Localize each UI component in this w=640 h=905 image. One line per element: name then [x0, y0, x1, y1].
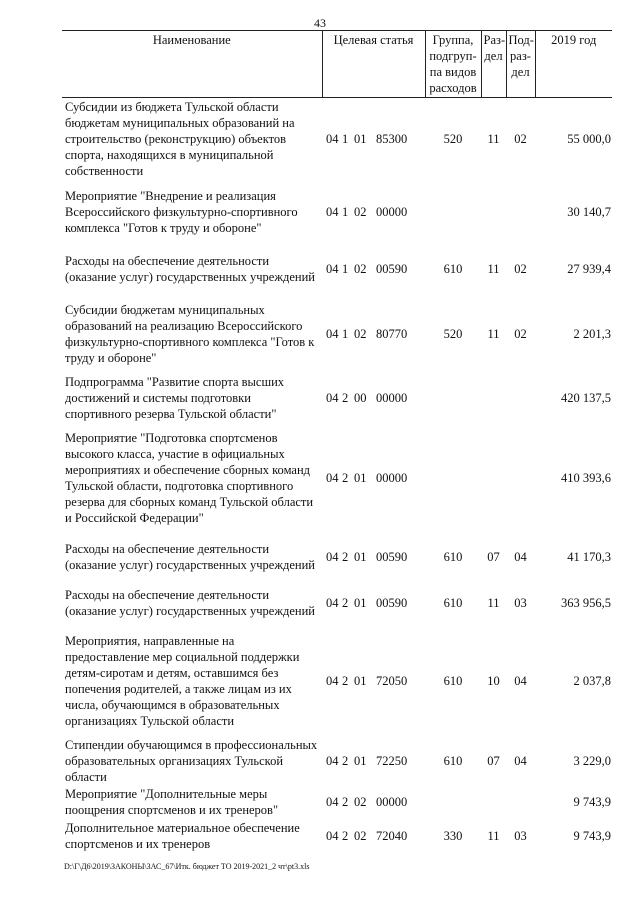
target-code-part: 04: [326, 326, 339, 341]
target-code-part: 72050: [376, 673, 408, 688]
target-code-part: 00: [354, 390, 367, 405]
target-code-part: 00590: [376, 595, 408, 610]
row-group: [425, 422, 481, 534]
row-podrazdel: [506, 374, 535, 422]
page-number: 43: [314, 16, 326, 30]
row-podrazdel: 04: [514, 549, 527, 564]
row-razdel: 11: [487, 595, 500, 610]
target-code-part: 01: [354, 595, 367, 610]
row-group: [425, 786, 481, 818]
table-row: [62, 374, 612, 422]
target-code-part: 2: [342, 753, 349, 768]
row-podrazdel: 03: [514, 828, 527, 843]
file-path-footer: D:\Г\Д6\2019\ЗАКОНЫ\ЗАС_67\Итк. бюджет ТО 2019-2021_2 чт\рt3.xls: [64, 862, 310, 871]
target-code-part: 1: [342, 326, 349, 341]
target-code-part: 1: [342, 204, 349, 219]
row-name: Субсидии бюджетам муниципальных образований на реализацию Всероссийского физкультурно-спортивного комплекса "Готов к труду и обороне": [65, 302, 315, 365]
header-podrazdel: Под-раз-дел: [506, 31, 535, 98]
row-amount: 9 743,9: [573, 794, 611, 809]
header-group: Группа, подгруп-па видов расходов: [425, 31, 481, 98]
row-target-code: [322, 736, 425, 786]
row-target-code: [322, 626, 425, 736]
row-group: [425, 180, 481, 244]
target-code-part: 04: [326, 131, 339, 146]
row-amount: 410 393,6: [561, 470, 611, 485]
header-name: Наименование: [62, 31, 322, 98]
row-razdel: [481, 374, 506, 422]
table-row: [62, 534, 612, 580]
table-body: [62, 98, 612, 854]
row-podrazdel: 04: [514, 673, 527, 688]
row-name: Мероприятие "Дополнительные меры поощрения спортсменов и их тренеров": [65, 786, 279, 817]
header-target: Целевая статья: [322, 31, 425, 98]
row-target-code: [322, 374, 425, 422]
row-razdel: 11: [487, 326, 500, 341]
target-code-part: 04: [326, 261, 339, 276]
target-code-part: 04: [326, 753, 339, 768]
table-row: [62, 244, 612, 294]
row-amount: 27 939,4: [567, 261, 611, 276]
row-razdel: [481, 786, 506, 818]
row-amount: 420 137,5: [561, 390, 611, 405]
row-target-code: [322, 580, 425, 626]
row-amount: 3 229,0: [573, 753, 611, 768]
row-name: Мероприятия, направленные на предоставление мер социальной поддержки детям-сиротам и детям, оставшимся без попечения родителей, а также лицам из их числа, обучающимся в образовательных организациях Тульской области: [65, 633, 300, 728]
target-code-part: 00590: [376, 549, 408, 564]
target-code-part: 72040: [376, 828, 408, 843]
row-razdel: 10: [487, 673, 500, 688]
target-code-part: 02: [354, 326, 367, 341]
row-group: [425, 374, 481, 422]
row-name: Расходы на обеспечение деятельности (оказание услуг) государственных учреждений: [65, 541, 315, 572]
row-amount: 55 000,0: [567, 131, 611, 146]
row-amount: 41 170,3: [567, 549, 611, 564]
table-row: [62, 626, 612, 736]
row-amount: 2 037,8: [573, 673, 611, 688]
target-code-part: 1: [342, 131, 349, 146]
row-target-code: [322, 422, 425, 534]
row-podrazdel: [506, 422, 535, 534]
target-code-part: 00000: [376, 470, 408, 485]
target-code-part: 1: [342, 261, 349, 276]
row-razdel: 07: [487, 549, 500, 564]
row-group: 520: [443, 326, 463, 341]
target-code-part: 2: [342, 828, 349, 843]
row-podrazdel: 02: [514, 326, 527, 341]
target-code-part: 72250: [376, 753, 408, 768]
table-row: [62, 422, 612, 534]
row-amount: 2 201,3: [573, 326, 611, 341]
table-row: [62, 98, 612, 180]
target-code-part: 02: [354, 204, 367, 219]
row-podrazdel: [506, 180, 535, 244]
target-code-part: 2: [342, 595, 349, 610]
target-code-part: 00000: [376, 204, 408, 219]
target-code-part: 00000: [376, 794, 408, 809]
target-code-part: 04: [326, 794, 339, 809]
header-razdel: Раз-дел: [481, 31, 506, 98]
row-amount: 9 743,9: [573, 828, 611, 843]
row-razdel: [481, 422, 506, 534]
row-name: Расходы на обеспечение деятельности (оказание услуг) государственных учреждений: [65, 587, 315, 618]
table-header: [62, 31, 612, 98]
row-razdel: 11: [487, 261, 500, 276]
target-code-part: 02: [354, 794, 367, 809]
target-code-part: 80770: [376, 326, 408, 341]
row-amount: 30 140,7: [567, 204, 611, 219]
target-code-part: 04: [326, 549, 339, 564]
target-code-part: 01: [354, 470, 367, 485]
row-podrazdel: 02: [514, 261, 527, 276]
row-target-code: [322, 786, 425, 818]
table-row: [62, 180, 612, 244]
target-code-part: 02: [354, 261, 367, 276]
row-name: Дополнительное материальное обеспечение спортсменов и их тренеров: [65, 820, 300, 851]
target-code-part: 01: [354, 753, 367, 768]
row-group: 520: [443, 131, 463, 146]
row-razdel: 11: [487, 131, 500, 146]
row-target-code: [322, 98, 425, 180]
row-group: 610: [443, 753, 463, 768]
target-code-part: 01: [354, 673, 367, 688]
target-code-part: 04: [326, 828, 339, 843]
table-row: [62, 580, 612, 626]
row-target-code: [322, 244, 425, 294]
budget-table: [62, 30, 612, 854]
row-name: Расходы на обеспечение деятельности (оказание услуг) государственных учреждений: [65, 253, 315, 284]
row-group: 330: [443, 828, 463, 843]
target-code-part: 02: [354, 828, 367, 843]
table-row: [62, 736, 612, 786]
row-group: 610: [443, 595, 463, 610]
row-target-code: [322, 294, 425, 374]
row-podrazdel: 04: [514, 753, 527, 768]
target-code-part: 01: [354, 549, 367, 564]
target-code-part: 2: [342, 794, 349, 809]
target-code-part: 04: [326, 595, 339, 610]
row-razdel: 07: [487, 753, 500, 768]
target-code-part: 04: [326, 470, 339, 485]
target-code-part: 2: [342, 470, 349, 485]
target-code-part: 00000: [376, 390, 408, 405]
target-code-part: 00590: [376, 261, 408, 276]
target-code-part: 01: [354, 131, 367, 146]
row-group: 610: [443, 549, 463, 564]
header-year: 2019 год: [535, 31, 612, 98]
row-name: Мероприятие "Подготовка спортсменов высокого класса, участие в официальных мероприятиях и обеспечение сборных команд Тульской области, подготовка спортивного резерва для сборных команд Тульской области и Российской Федерации": [65, 430, 314, 525]
target-code-part: 2: [342, 673, 349, 688]
row-group: 610: [443, 261, 463, 276]
target-code-part: 04: [326, 673, 339, 688]
row-target-code: [322, 180, 425, 244]
row-podrazdel: 03: [514, 595, 527, 610]
row-group: 610: [443, 673, 463, 688]
row-amount: 363 956,5: [561, 595, 611, 610]
target-code-part: 04: [326, 204, 339, 219]
row-target-code: [322, 818, 425, 854]
row-razdel: [481, 180, 506, 244]
target-code-part: 2: [342, 549, 349, 564]
row-name: Подпрограмма "Развитие спорта высших достижений и системы подготовки спортивного резерва Тульской области": [65, 374, 285, 421]
row-name: Субсидии из бюджета Тульской области бюджетам муниципальных образований на строительство (реконструкцию) объектов спорта, находящихся в муниципальной собственности: [65, 99, 295, 178]
target-code-part: 85300: [376, 131, 408, 146]
table-row: [62, 786, 612, 818]
row-podrazdel: [506, 786, 535, 818]
row-razdel: 11: [487, 828, 500, 843]
row-target-code: [322, 534, 425, 580]
row-name: Стипендии обучающимся в профессиональных образовательных организациях Тульской области: [65, 737, 318, 784]
row-name: Мероприятие "Внедрение и реализация Всероссийского физкультурно-спортивного комплекса "Готов к труду и обороне": [65, 188, 298, 235]
target-code-part: 2: [342, 390, 349, 405]
table-row: [62, 818, 612, 854]
row-podrazdel: 02: [514, 131, 527, 146]
table-row: [62, 294, 612, 374]
target-code-part: 04: [326, 390, 339, 405]
